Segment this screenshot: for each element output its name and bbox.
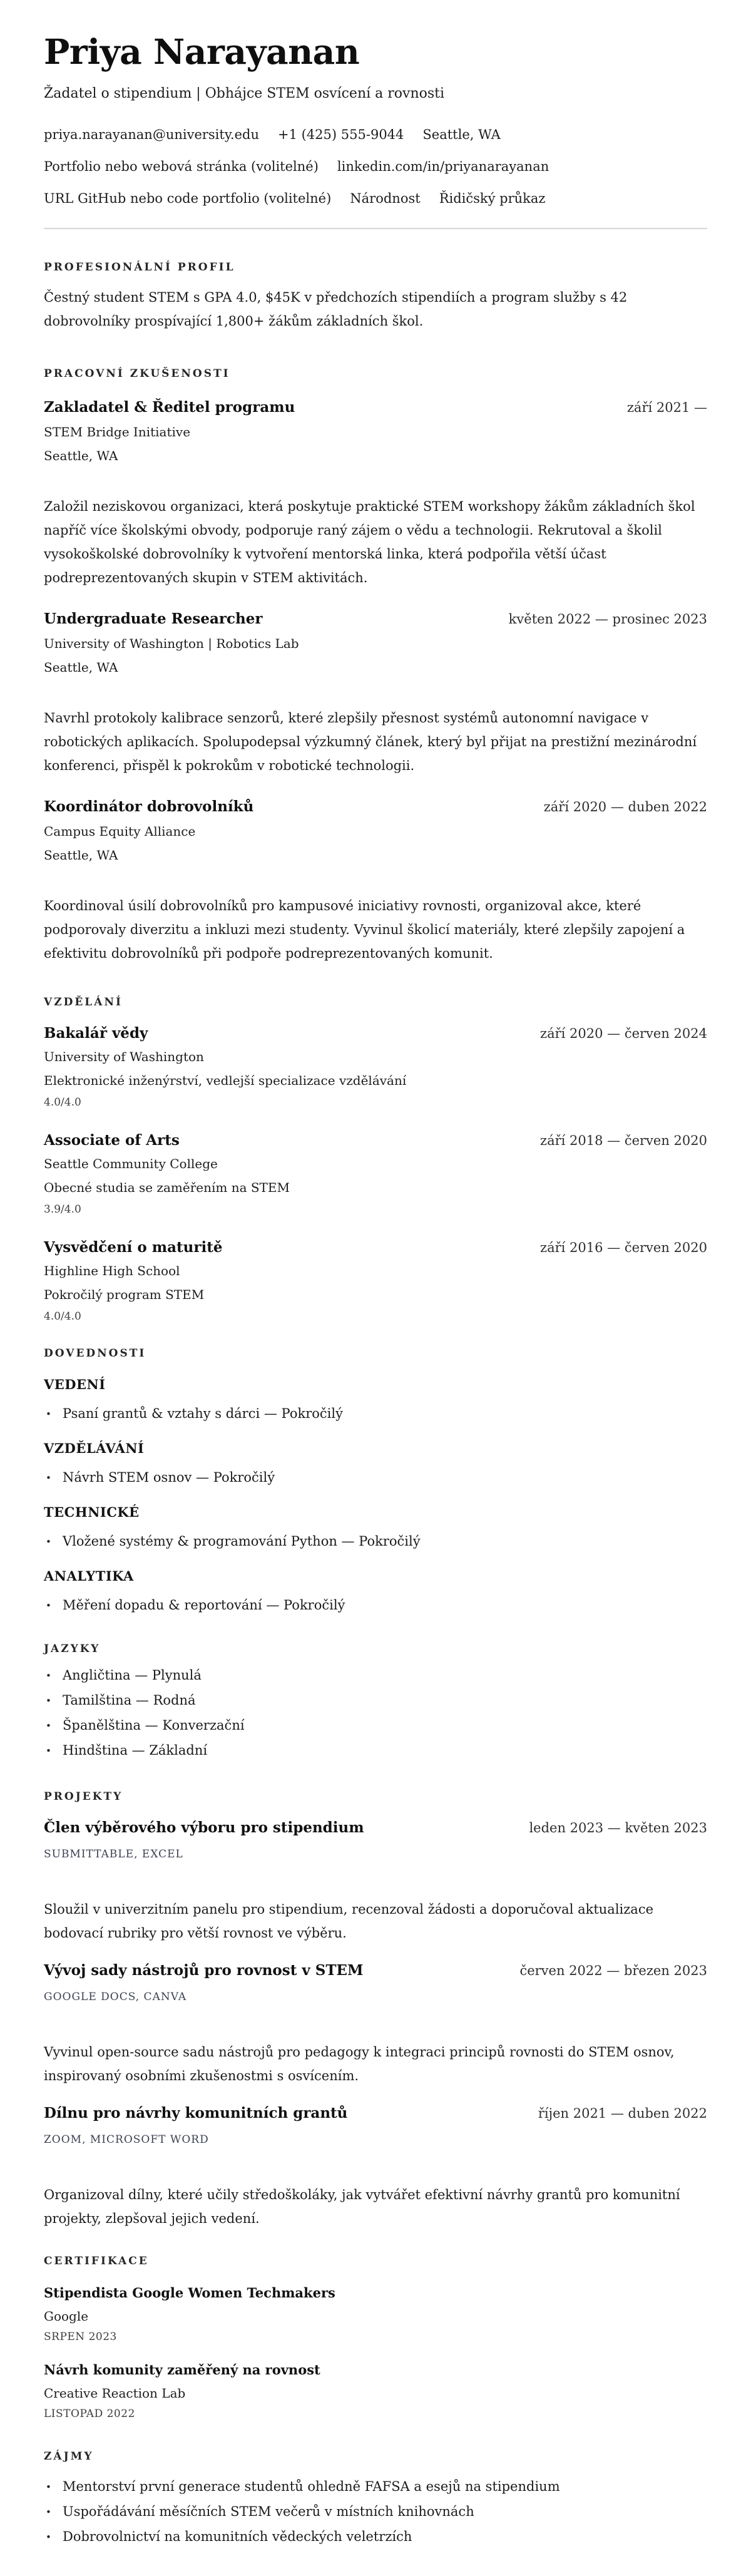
- skill-item: [44, 1532, 707, 1552]
- job-entry-1-header: [44, 398, 707, 417]
- certification-issuer: Creative Reaction Lab: [44, 2386, 186, 2401]
- contact-linkedin: linkedin.com/in/priyanarayanan: [337, 159, 549, 174]
- job-location: Seattle, WA: [44, 448, 118, 463]
- bullet-icon: [44, 2527, 63, 2547]
- project-dates: leden 2023 — květen 2023: [529, 1820, 707, 1835]
- language-item: [44, 1666, 707, 1686]
- section-experience: [44, 367, 707, 965]
- project-entry-3: [44, 2104, 707, 2230]
- job-title: Koordinátor dobrovolníků: [44, 798, 254, 815]
- school-name: Seattle Community College: [44, 1156, 218, 1171]
- project-tools: ZOOM, MICROSOFT WORD: [44, 2133, 209, 2146]
- section-skills: [44, 1347, 707, 1616]
- certification-date: SRPEN 2023: [44, 2331, 117, 2343]
- experience-heading: PRACOVNÍ ZKUŠENOSTI: [44, 367, 230, 380]
- job-dates: květen 2022 — prosinec 2023: [508, 612, 707, 627]
- bullet-icon: [44, 1532, 63, 1552]
- school-name: University of Washington: [44, 1049, 204, 1064]
- school-name: Highline High School: [44, 1263, 180, 1278]
- contact-nationality-label: Národnost: [350, 191, 421, 206]
- resume-header: [44, 31, 707, 229]
- skill-category-technical: TECHNICKÉ: [44, 1504, 140, 1520]
- skill-item-label: Psaní grantů & vztahy s dárci — Pokročilý: [63, 1406, 343, 1421]
- language-item-label: Hindština — Základní: [63, 1743, 208, 1758]
- language-item-label: Tamilština — Rodná: [63, 1693, 196, 1708]
- project-entry-2: [44, 1961, 707, 2088]
- bullet-icon: [44, 1596, 63, 1616]
- interest-item: [44, 2477, 707, 2497]
- field-of-study: Pokročilý program STEM: [44, 1287, 205, 1302]
- bullet-icon: [44, 1404, 63, 1424]
- contact-driving-license-label: Řidičský průkaz: [439, 191, 546, 206]
- header-divider: [44, 228, 707, 229]
- skill-item-label: Měření dopadu & reportování — Pokročilý: [63, 1598, 345, 1613]
- job-entry-1: [44, 398, 707, 590]
- skill-item-label: Vložené systémy & programování Python — Pokročilý: [63, 1534, 421, 1549]
- language-item-label: Angličtina — Plynulá: [63, 1668, 202, 1683]
- certifications-heading: CERTIFIKACE: [44, 2255, 149, 2267]
- contact-email: priya.narayanan@university.edu: [44, 127, 259, 142]
- skill-category-analytics: ANALYTIKA: [44, 1568, 134, 1584]
- gpa-value: 4.0/4.0: [44, 1310, 81, 1323]
- language-item-label: Španělština — Konverzační: [63, 1718, 245, 1733]
- section-projects: [44, 1790, 707, 2230]
- section-languages: [44, 1642, 707, 1761]
- skill-item-label: Návrh STEM osnov — Pokročilý: [63, 1470, 275, 1485]
- language-item: [44, 1741, 707, 1761]
- section-education: [44, 995, 707, 1324]
- contact-website-placeholder: Portfolio nebo webová stránka (volitelné): [44, 159, 319, 174]
- section-certifications: [44, 2254, 707, 2421]
- profile-heading: PROFESIONÁLNÍ PROFIL: [44, 261, 235, 274]
- education-entry-2-header: [44, 1131, 707, 1150]
- education-entry-2: [44, 1131, 707, 1217]
- bullet-icon: [44, 1468, 63, 1488]
- person-name: Priya Narayanan: [44, 31, 360, 72]
- project-title: Vývoj sady nástrojů pro rovnost v STEM: [44, 1962, 364, 1979]
- contact-row-3: [44, 190, 707, 208]
- interest-item-label: Mentorství první generace studentů ohledně FAFSA a esejů na stipendium: [63, 2479, 560, 2494]
- contact-phone: +1 (425) 555-9044: [278, 127, 404, 142]
- certification-title: Stipendista Google Women Techmakers: [44, 2285, 335, 2301]
- contact-location: Seattle, WA: [422, 127, 501, 142]
- skill-item: [44, 1404, 707, 1424]
- certification-title: Návrh komunity zaměřený na rovnost: [44, 2362, 320, 2378]
- job-title: Zakladatel & Ředitel programu: [44, 399, 295, 416]
- languages-heading: JAZYKY: [44, 1643, 101, 1655]
- profile-summary: Čestný student STEM s GPA 4.0, $45K v předchozích stipendiích a program služby s 42 dobrovolníky prospívající 1,800+ žákům základních škol.: [44, 290, 628, 329]
- bullet-icon: [44, 1741, 63, 1761]
- education-heading: VZDĚLÁNÍ: [44, 996, 123, 1008]
- contact-github-placeholder: URL GitHub nebo code portfolio (volitelné): [44, 191, 332, 206]
- gpa-value: 3.9/4.0: [44, 1203, 81, 1216]
- education-entry-3: [44, 1238, 707, 1324]
- interest-item: [44, 2502, 707, 2522]
- job-dates: září 2020 — duben 2022: [543, 799, 707, 814]
- education-dates: září 2020 — červen 2024: [540, 1026, 707, 1041]
- job-location: Seattle, WA: [44, 660, 118, 675]
- bullet-icon: [44, 1666, 63, 1686]
- projects-heading: PROJEKTY: [44, 1790, 123, 1803]
- interest-item-label: Uspořádávání měsíčních STEM večerů v místních knihovnách: [63, 2504, 474, 2519]
- contact-row-2: [44, 158, 707, 176]
- job-dates: září 2021 —: [626, 400, 707, 415]
- project-dates: říjen 2021 — duben 2022: [538, 2106, 707, 2121]
- education-entry-1: [44, 1024, 707, 1110]
- interests-heading: ZÁJMY: [44, 2450, 94, 2463]
- project-dates: červen 2022 — březen 2023: [519, 1963, 707, 1978]
- field-of-study: Obecné studia se zaměřením na STEM: [44, 1180, 290, 1195]
- education-dates: září 2018 — červen 2020: [540, 1133, 707, 1148]
- job-company: Campus Equity Alliance: [44, 824, 196, 839]
- job-description: Navrhl protokoly kalibrace senzorů, které zlepšily přesnost systémů autonomní navigace v robotických aplikacích. Spolupodepsal výzkumný článek, který byl přijat na prestižní mezinárodní konferenci, přispěl k pokrokům v robotické technologii.: [44, 711, 697, 773]
- degree-title: Vysvědčení o maturitě: [44, 1239, 223, 1256]
- job-description: Založil neziskovou organizaci, která poskytuje praktické STEM workshopy žákům základních škol napříč více školskými obvody, podporuje raný zájem o vědu a technologii. Rekrutoval a školil vysokoškolské dobrovolníky k vytvoření mentorská linka, která podpořila větší účast podreprezentovaných skupin v STEM aktivitách.: [44, 499, 695, 585]
- education-dates: září 2016 — červen 2020: [540, 1240, 707, 1255]
- language-item: [44, 1691, 707, 1711]
- job-company: University of Washington | Robotics Lab: [44, 636, 299, 651]
- job-entry-2-header: [44, 610, 707, 629]
- project-description: Vyvinul open-source sadu nástrojů pro pedagogy k integraci principů rovnosti do STEM osnov, inspirovaný osobními zkušenostmi s osvícením.: [44, 2045, 675, 2083]
- certification-entry-2: [44, 2361, 707, 2421]
- skill-item: [44, 1596, 707, 1616]
- job-company: STEM Bridge Initiative: [44, 424, 191, 439]
- certification-entry-1: [44, 2284, 707, 2344]
- project-description: Organizoval dílny, které učily středoškoláky, jak vytvářet efektivní návrhy grantů pro komunitní projekty, zlepšoval jejich vedení.: [44, 2187, 680, 2226]
- project-description: Sloužil v univerzitním panelu pro stipendium, recenzoval žádosti a doporučoval aktualizace bodovací rubriky pro větší rovnost ve výběru.: [44, 1902, 654, 1941]
- project-tools: SUBMITTABLE, EXCEL: [44, 1848, 183, 1860]
- project-entry-2-header: [44, 1961, 707, 1980]
- interest-item: [44, 2527, 707, 2547]
- job-entry-2: [44, 610, 707, 777]
- interest-item-label: Dobrovolnictví na komunitních vědeckých veletrzích: [63, 2529, 412, 2544]
- job-entry-3: [44, 798, 707, 965]
- contact-row-1: [44, 126, 707, 144]
- section-interests: [44, 2450, 707, 2547]
- bullet-icon: [44, 1691, 63, 1711]
- tagline: Žadatel o stipendium | Obhájce STEM osvícení a rovnosti: [44, 86, 445, 101]
- degree-title: Bakalář vědy: [44, 1025, 148, 1042]
- bullet-icon: [44, 1716, 63, 1736]
- project-entry-3-header: [44, 2104, 707, 2123]
- project-entry-1-header: [44, 1819, 707, 1837]
- field-of-study: Elektronické inženýrství, vedlejší specializace vzdělávání: [44, 1073, 407, 1088]
- certification-date: LISTOPAD 2022: [44, 2408, 135, 2420]
- education-entry-3-header: [44, 1238, 707, 1257]
- job-location: Seattle, WA: [44, 848, 118, 863]
- job-description: Koordinoval úsilí dobrovolníků pro kampusové iniciativy rovnosti, organizoval akce, které podporovaly diverzitu a inkluzi mezi studenty. Vyvinul školicí materiály, které zlepšily zapojení a efektivitu dobrovolníků při podpoře podreprezentovaných komunit.: [44, 898, 685, 961]
- bullet-icon: [44, 2477, 63, 2497]
- skills-heading: DOVEDNOSTI: [44, 1347, 146, 1360]
- section-profile: [44, 260, 707, 333]
- skill-item: [44, 1468, 707, 1488]
- language-item: [44, 1716, 707, 1736]
- education-entry-1-header: [44, 1024, 707, 1043]
- job-title: Undergraduate Researcher: [44, 610, 263, 627]
- skill-category-education: VZDĚLÁVÁNÍ: [44, 1440, 145, 1456]
- skill-category-leadership: VEDENÍ: [44, 1377, 106, 1392]
- bullet-icon: [44, 2502, 63, 2522]
- project-entry-1: [44, 1819, 707, 1945]
- language-list: [44, 1666, 707, 1761]
- job-entry-3-header: [44, 798, 707, 816]
- interest-list: [44, 2477, 707, 2547]
- project-tools: GOOGLE DOCS, CANVA: [44, 1991, 187, 2003]
- project-title: Dílnu pro návrhy komunitních grantů: [44, 2105, 348, 2122]
- project-title: Člen výběrového výboru pro stipendium: [44, 1819, 364, 1836]
- certification-issuer: Google: [44, 2309, 89, 2324]
- gpa-value: 4.0/4.0: [44, 1096, 81, 1109]
- degree-title: Associate of Arts: [44, 1132, 180, 1149]
